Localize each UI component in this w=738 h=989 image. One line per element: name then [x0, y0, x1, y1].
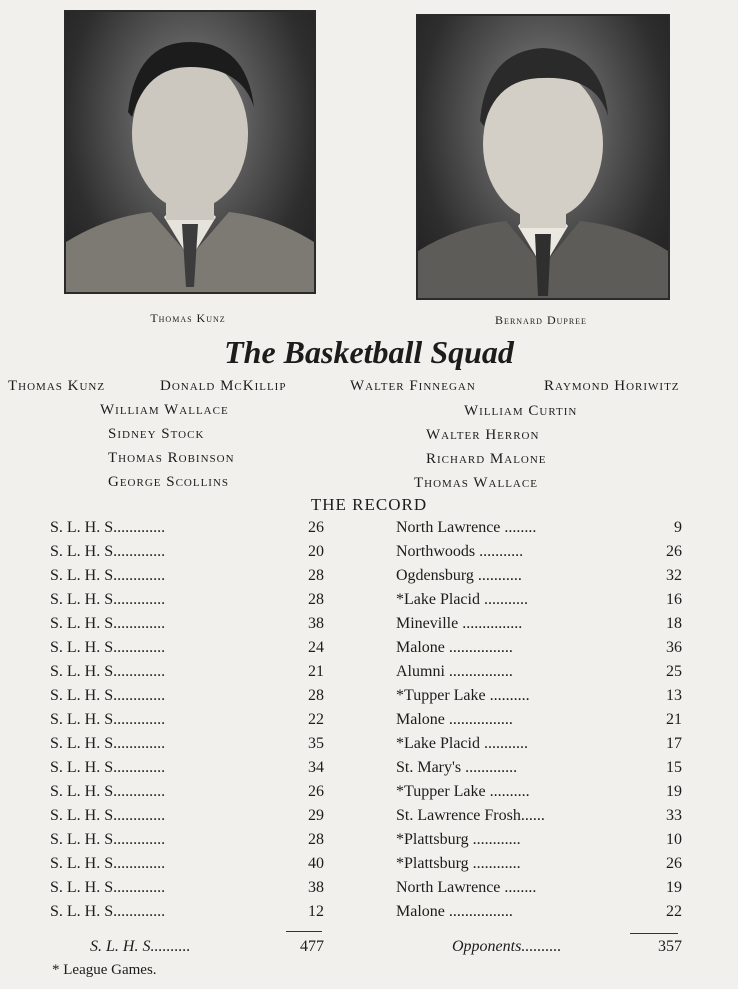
- home-team: S. L. H. S.............: [50, 783, 166, 800]
- home-score: 24: [308, 639, 324, 656]
- opponent-score: 15: [666, 759, 682, 776]
- squad-name: Thomas Robinson: [108, 450, 235, 466]
- home-score: 40: [308, 855, 324, 872]
- table-row: [0, 519, 738, 543]
- home-team: S. L. H. S.............: [50, 663, 166, 680]
- table-row: [0, 711, 738, 735]
- squad-name: Donald McKillip: [160, 378, 287, 394]
- home-score: 38: [308, 879, 324, 896]
- table-row: [0, 903, 738, 927]
- home-score: 28: [308, 567, 324, 584]
- opponent: Alumni ................: [396, 663, 513, 680]
- table-row: [0, 543, 738, 567]
- opponent-score: 13: [666, 687, 682, 704]
- opponent-score: 17: [666, 735, 682, 752]
- home-team: S. L. H. S.............: [50, 615, 166, 632]
- table-row: [0, 783, 738, 807]
- opponent-score: 18: [666, 615, 682, 632]
- opponent-score: 33: [666, 807, 682, 824]
- home-team: S. L. H. S.............: [50, 831, 166, 848]
- home-team: S. L. H. S.............: [50, 591, 166, 608]
- opponent-score: 16: [666, 591, 682, 608]
- table-row: [0, 615, 738, 639]
- home-score: 21: [308, 663, 324, 680]
- home-team: S. L. H. S.............: [50, 519, 166, 536]
- home-score: 22: [308, 711, 324, 728]
- opponent-score: 22: [666, 903, 682, 920]
- opponent-score: 36: [666, 639, 682, 656]
- home-score: 38: [308, 615, 324, 632]
- record-heading: THE RECORD: [310, 495, 428, 514]
- home-team: S. L. H. S.............: [50, 735, 166, 752]
- opponent: *Plattsburg ............: [396, 831, 521, 848]
- portrait-bernard-dupree: [416, 14, 670, 300]
- table-row: [0, 687, 738, 711]
- home-score: 28: [308, 591, 324, 608]
- opponent-score: 19: [666, 783, 682, 800]
- table-row: [0, 759, 738, 783]
- opponent-total-label: Opponents..........: [452, 938, 562, 955]
- squad-name: Walter Herron: [426, 427, 540, 443]
- squad-name: William Wallace: [100, 402, 229, 418]
- home-score: 34: [308, 759, 324, 776]
- opponent-score: 26: [666, 855, 682, 872]
- table-row: [0, 663, 738, 687]
- opponent: Ogdensburg ...........: [396, 567, 522, 584]
- table-row: [0, 879, 738, 903]
- opponent-score: 19: [666, 879, 682, 896]
- opponent: *Tupper Lake ..........: [396, 783, 530, 800]
- home-score: 35: [308, 735, 324, 752]
- home-team: S. L. H. S.............: [50, 687, 166, 704]
- table-row: [0, 735, 738, 759]
- squad-name: George Scollins: [108, 474, 230, 490]
- total-rule-left: [286, 931, 322, 932]
- home-score: 26: [308, 519, 324, 536]
- caption-right: Bernard Dupree: [495, 313, 587, 327]
- opponent: St. Mary's .............: [396, 759, 518, 776]
- footnote: * League Games.: [52, 962, 157, 978]
- table-row: [0, 855, 738, 879]
- opponent: Malone ................: [396, 711, 513, 728]
- squad-name: William Curtin: [464, 403, 578, 419]
- squad-name: Richard Malone: [426, 451, 547, 467]
- opponent-score: 26: [666, 543, 682, 560]
- opponent-total: 357: [658, 938, 682, 955]
- opponent: Malone ................: [396, 903, 513, 920]
- table-row: [0, 831, 738, 855]
- table-row: [0, 807, 738, 831]
- opponent-score: 21: [666, 711, 682, 728]
- opponent-score: 25: [666, 663, 682, 680]
- squad-name: Thomas Kunz: [8, 378, 106, 394]
- home-team: S. L. H. S.............: [50, 855, 166, 872]
- home-score: 26: [308, 783, 324, 800]
- home-score: 12: [308, 903, 324, 920]
- opponent: *Plattsburg ............: [396, 855, 521, 872]
- opponent-score: 32: [666, 567, 682, 584]
- squad-name: Thomas Wallace: [414, 475, 538, 491]
- home-team: S. L. H. S.............: [50, 759, 166, 776]
- opponent: Mineville ...............: [396, 615, 523, 632]
- home-team: S. L. H. S.............: [50, 567, 166, 584]
- home-score: 29: [308, 807, 324, 824]
- page-title: The Basketball Squad: [224, 334, 514, 370]
- opponent: North Lawrence ........: [396, 519, 537, 536]
- opponent: *Tupper Lake ..........: [396, 687, 530, 704]
- total-rule-right: [630, 933, 678, 934]
- home-team: S. L. H. S.............: [50, 903, 166, 920]
- squad-name: Walter Finnegan: [350, 378, 476, 394]
- home-total: 477: [300, 938, 324, 955]
- opponent: *Lake Placid ...........: [396, 735, 528, 752]
- home-team: S. L. H. S.............: [50, 639, 166, 656]
- home-score: 28: [308, 687, 324, 704]
- squad-name: Sidney Stock: [108, 426, 205, 442]
- opponent: Northwoods ...........: [396, 543, 524, 560]
- home-score: 28: [308, 831, 324, 848]
- opponent: *Lake Placid ...........: [396, 591, 528, 608]
- opponent: St. Lawrence Frosh......: [396, 807, 545, 824]
- opponent-score: 9: [674, 519, 682, 536]
- table-row: [0, 567, 738, 591]
- squad-name: Raymond Horiwitz: [544, 378, 680, 394]
- home-team: S. L. H. S.............: [50, 807, 166, 824]
- opponent-score: 10: [666, 831, 682, 848]
- caption-left: Thomas Kunz: [150, 311, 226, 325]
- home-team: S. L. H. S.............: [50, 543, 166, 560]
- table-row: [0, 591, 738, 615]
- home-total-label: S. L. H. S..........: [90, 938, 191, 955]
- opponent: Malone ................: [396, 639, 513, 656]
- home-score: 20: [308, 543, 324, 560]
- table-row: [0, 639, 738, 663]
- home-team: S. L. H. S.............: [50, 711, 166, 728]
- home-team: S. L. H. S.............: [50, 879, 166, 896]
- opponent: North Lawrence ........: [396, 879, 537, 896]
- portrait-thomas-kunz: [64, 10, 316, 294]
